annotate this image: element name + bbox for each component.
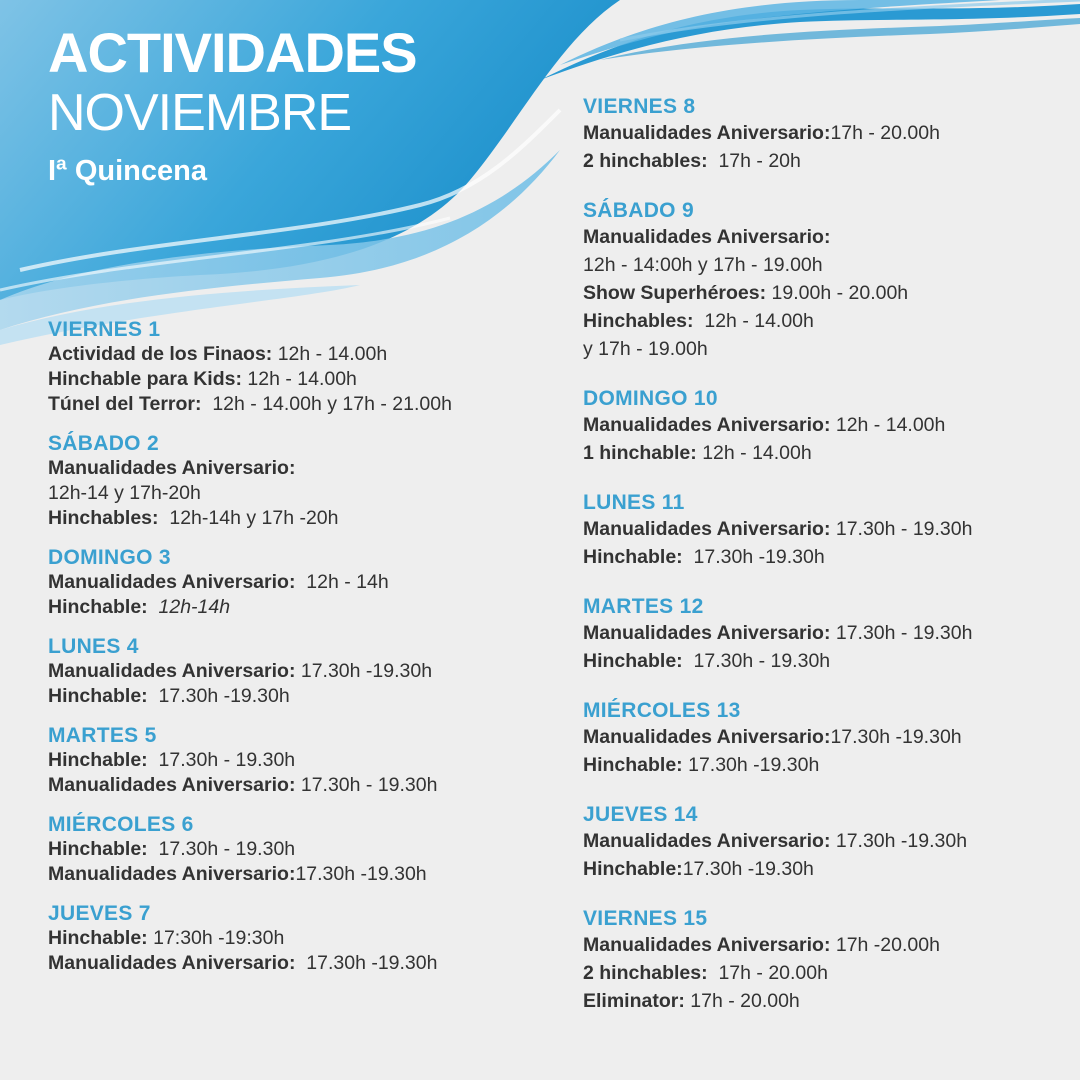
activity-name: Manualidades Aniversario: [48,660,296,682]
activity-line [583,959,1063,987]
day-title: DOMINGO 10 [583,387,718,410]
activity-line [48,862,568,887]
activity-name: Manualidades Aniversario: [48,774,296,796]
activity-name: Manualidades Aniversario: [583,830,831,852]
day-title: JUEVES 14 [583,803,698,826]
activity-name: Manualidades Aniversario: [48,457,296,479]
activity-name: Hinchable: [583,754,683,776]
activity-name: Hinchables: [48,507,159,529]
activity-time: 19.00h - 20.00h [766,282,909,304]
schedule-column-right [583,94,1063,1038]
activity-line [583,411,1063,439]
activity-line [48,342,568,367]
activity-line [48,773,568,798]
activity-name: Manualidades Aniversario: [583,934,831,956]
activity-line [48,392,568,417]
activity-line [48,481,568,506]
day-block [583,594,1063,675]
day-block [48,634,568,709]
activity-name: Manualidades Aniversario: [48,571,296,593]
activity-line [583,223,1063,251]
activity-time: 17h - 20h [707,150,801,172]
activity-time: 12h - 14h [295,571,389,593]
day-block [583,94,1063,175]
activity-line [583,543,1063,571]
day-title: SÁBADO 2 [48,432,159,455]
day-title: DOMINGO 3 [48,546,171,569]
activity-time: 17.30h -19.30h [295,863,427,885]
activity-time: 17h - 20.00h [707,962,828,984]
activity-name: Manualidades Aniversario: [583,122,831,144]
activity-name: Hinchable: [48,838,148,860]
activity-time: 12h-14 y 17h-20h [48,482,201,504]
day-block [583,802,1063,883]
activity-line [48,659,568,684]
day-title: SÁBADO 9 [583,199,694,222]
activity-name: Túnel del Terror: [48,393,202,415]
day-block [48,545,568,620]
activity-line [583,751,1063,779]
day-block [583,198,1063,363]
activity-name: 1 hinchable: [583,442,697,464]
activity-name: Hinchable para Kids: [48,368,242,390]
activity-time: 17.30h -19.30h [830,726,962,748]
activity-line [48,570,568,595]
activity-line [48,951,568,976]
activity-line [583,147,1063,175]
day-block [583,906,1063,1015]
activity-line [583,307,1063,335]
activity-line [583,647,1063,675]
activity-line [583,931,1063,959]
activity-line [583,251,1063,279]
activity-time: 17h -20.00h [830,934,940,956]
activity-line [48,506,568,531]
day-title: JUEVES 7 [48,902,151,925]
activity-time: 17.30h -19.30h [295,952,438,974]
activity-line [48,748,568,773]
day-block [48,723,568,798]
activity-name: 2 hinchables: [583,150,708,172]
activity-name: Hinchable: [48,596,148,618]
activity-name: 2 hinchables: [583,962,708,984]
activity-line [48,684,568,709]
activity-time: 17.30h -19.30h [147,685,290,707]
activity-line [48,456,568,481]
activity-name: Manualidades Aniversario: [583,414,831,436]
day-title: VIERNES 15 [583,907,708,930]
activity-name: Hinchables: [583,310,694,332]
activity-time: 17h - 20.00h [684,990,800,1012]
day-block [583,386,1063,467]
activity-time: 17.30h - 19.30h [682,650,831,672]
activity-time: 17.30h - 19.30h [147,838,296,860]
activity-line [48,367,568,392]
activity-time: 17.30h - 19.30h [295,774,438,796]
activity-time: 12h - 14.00h [693,310,814,332]
activity-name: Eliminator: [583,990,685,1012]
activity-name: Actividad de los Finaos: [48,343,273,365]
activity-name: Hinchable: [583,650,683,672]
activity-name: Manualidades Aniversario: [583,226,831,248]
activity-time: 17.30h - 19.30h [830,622,973,644]
activity-name: Manualidades Aniversario: [583,518,831,540]
activity-line [48,837,568,862]
activity-name: Manualidades Aniversario: [583,622,831,644]
day-block [48,901,568,976]
activity-time: 12h - 14.00h [830,414,946,436]
activity-time: y 17h - 19.00h [583,338,708,360]
day-title: MIÉRCOLES 13 [583,699,741,722]
day-block [48,317,568,417]
activity-name: Manualidades Aniversario: [48,863,296,885]
activity-time: 17:30h -19:30h [147,927,285,949]
day-block [48,431,568,531]
activity-time: 12h - 14.00h [272,343,388,365]
activity-line [48,926,568,951]
activity-time: 17.30h -19.30h [682,546,825,568]
activity-time: 17.30h - 19.30h [147,749,296,771]
activity-name: Manualidades Aniversario: [48,952,296,974]
activity-time: 12h - 14.00h y 17h - 21.00h [201,393,452,415]
day-block [583,490,1063,571]
activity-line [583,723,1063,751]
day-title: LUNES 4 [48,635,139,658]
day-title: VIERNES 8 [583,95,696,118]
activity-name: Hinchable: [583,546,683,568]
activity-name: Manualidades Aniversario: [583,726,831,748]
activity-time: 17.30h - 19.30h [830,518,973,540]
activity-time: 17.30h -19.30h [682,754,820,776]
activity-name: Hinchable: [583,858,683,880]
day-title: MARTES 12 [583,595,704,618]
activity-line [583,827,1063,855]
activity-line [48,595,568,620]
activity-line [583,119,1063,147]
day-title: MARTES 5 [48,724,157,747]
activity-name: Hinchable: [48,749,148,771]
activity-line [583,619,1063,647]
activity-name: Show Superhéroes: [583,282,767,304]
activity-name: Hinchable: [48,927,148,949]
day-block [583,698,1063,779]
day-block [48,812,568,887]
activity-line [583,855,1063,883]
page-subtitle: NOVIEMBRE [48,84,352,142]
header [48,22,417,188]
period-label: Iª Quincena [48,155,207,187]
day-title: VIERNES 1 [48,318,161,341]
page-title: ACTIVIDADES [48,21,417,84]
activity-time: 17.30h -19.30h [682,858,814,880]
activity-time: 12h - 14.00h [696,442,812,464]
day-title: LUNES 11 [583,491,685,514]
day-title: MIÉRCOLES 6 [48,813,194,836]
activity-time: 12h-14h y 17h -20h [158,507,339,529]
activity-line [583,515,1063,543]
activity-time: 17h - 20.00h [830,122,940,144]
activity-time: 12h-14h [147,596,231,618]
activity-time: 17.30h -19.30h [830,830,968,852]
schedule-column-left [48,317,568,990]
activity-time: 12h - 14.00h [241,368,357,390]
activity-time: 17.30h -19.30h [295,660,433,682]
activity-name: Hinchable: [48,685,148,707]
activity-line [583,335,1063,363]
activity-line [583,279,1063,307]
activity-time: 12h - 14:00h y 17h - 19.00h [583,254,823,276]
activity-line [583,987,1063,1015]
activity-line [583,439,1063,467]
